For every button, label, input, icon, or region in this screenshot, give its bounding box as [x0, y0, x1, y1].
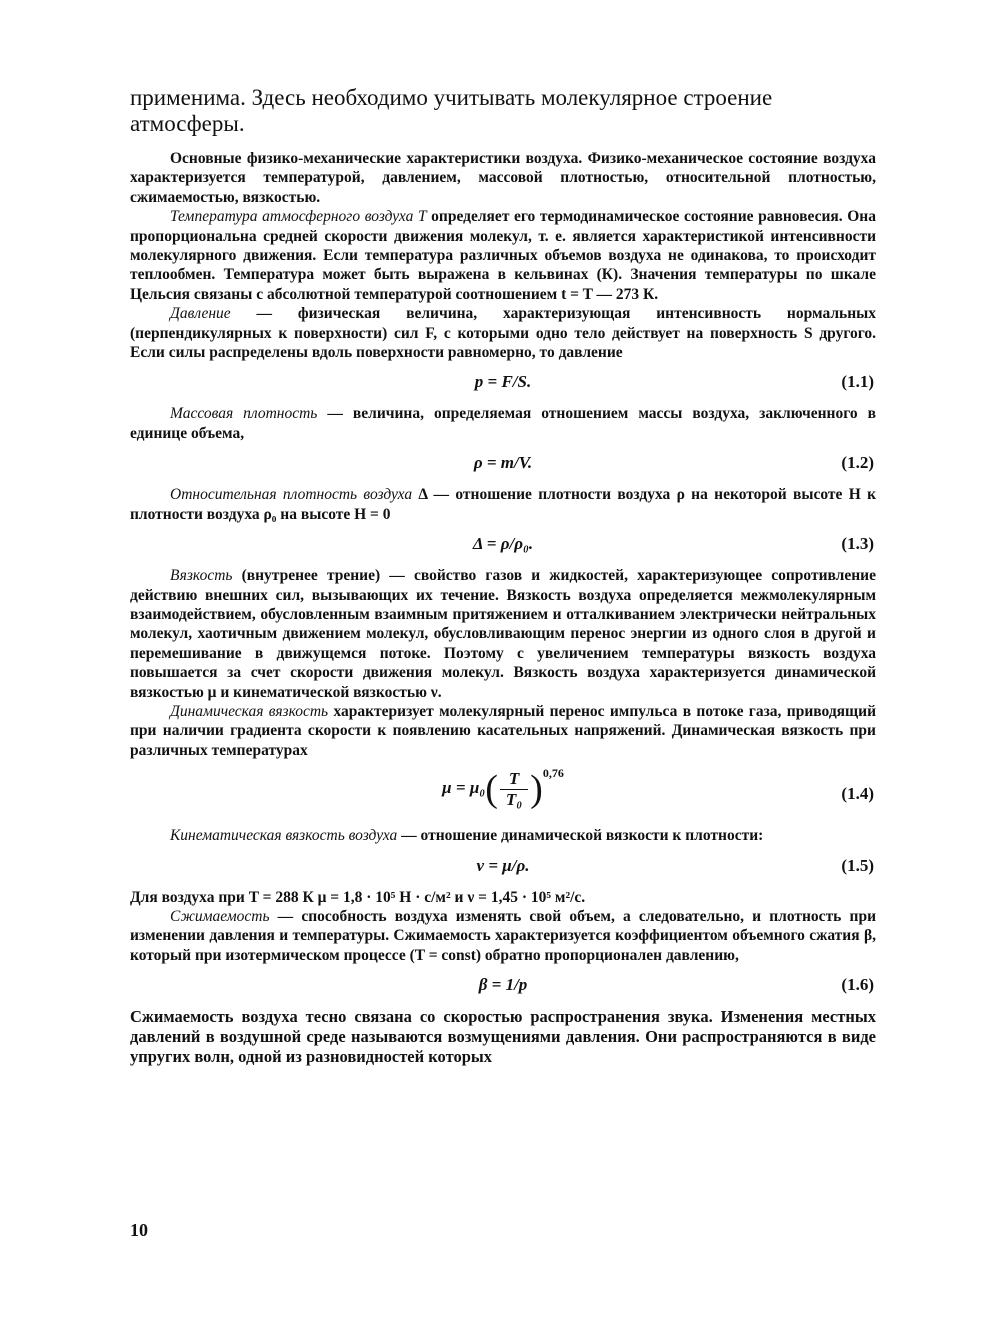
page-body [130, 85, 876, 1067]
dynamic-viscosity-term: Динамическая вязкость [170, 702, 329, 720]
compressibility-paragraph [130, 907, 876, 965]
pressure-text: — физическая величина, характеризующая интенсивность нормальных (перпендикулярных к поверхности) сил F, с которыми одно тело действует на поверхность S другого. Если силы распределены вдоль поверхности равномерно, то давление [130, 305, 876, 362]
compressibility-term: Сжимаемость [170, 907, 270, 925]
formula-1-2 [130, 443, 876, 485]
relative-density-term: Относительная плотность воздуха [170, 486, 413, 504]
temperature-paragraph [130, 207, 876, 304]
kinematic-viscosity-term: Кинематическая вязкость воздуха [170, 827, 398, 845]
formula-expression: ρ = m/V. [473, 453, 533, 473]
formula-1-1 [130, 362, 876, 404]
temperature-term: Температура атмосферного воздуха T [170, 208, 427, 226]
viscosity-text: (внутренее трение) — свойство газов и жидкостей, характеризующее сопротивление действию внешних сил, вызывающих их течение. Вязкость воздуха определяется межмолекулярным взаимодействием, обусловленным взаимным притяжением и отталкиванием электрически нейтральных молекул, хаотичным движением молекул, обусловливающим перенос энергии из одного слоя в другой и перемешивание в движущемся потоке. Поэтому с увеличением температуры вязкость воздуха повышается за счет скорости движения молекул. Вязкость воздуха характеризуется динамической вязкостью μ и кинематической вязкостью ν. [130, 567, 876, 701]
formula-1-3 [130, 524, 876, 566]
mass-density-text: — величина, определяемая отношением массы воздуха, заключенного в единице объема, [130, 405, 876, 442]
compressibility-text: — способность воздуха изменять свой объем, а следовательно, и плотность при изменении давления и температуры. Сжимаемость характеризуется коэффициентом объемного сжатия β, который при изотермическом процессе (T = const) обратно пропорционален давлению, [130, 907, 876, 964]
formula-number: (1.5) [841, 855, 874, 875]
temperature-text: определяет его термодинамическое состояние равновесия. Она пропорциональна средней скорости движения молекул, т. е. является характеристикой интенсивности молекулярного движения. Если температура различных объемов воздуха не одинакова, то происходит теплообмен. Температура может быть выражена в кельвинах (К). Значения температуры по шкале Цельсия связаны с абсолютной температурой соотношением t = T — 273 К. [130, 208, 876, 303]
close-paren: ) [530, 768, 543, 811]
formula-number: (1.4) [841, 784, 874, 804]
fraction-numerator: T [500, 769, 528, 790]
section-text: Физико-механическое состояние воздуха характеризуется температурой, давлением, массовой плотностью, относительной плотностью, сжимаемостью, вязкостью. [130, 150, 876, 206]
dynamic-viscosity-paragraph [130, 702, 876, 760]
formula-left: μ = μ₀ [442, 778, 486, 798]
relative-density-paragraph [130, 485, 876, 524]
formula-expression: p = F/S. [474, 372, 532, 392]
mass-density-term: Массовая плотность [170, 405, 318, 423]
pressure-term: Давление [170, 305, 231, 323]
mass-density-paragraph [130, 404, 876, 443]
closing-paragraph: Сжимаемость воздуха тесно связана со скоростью распространения звука. Изменения местных давлений в воздушной среде называются возмущениями давления. Они распространяются в виде упругих волн, одной из разновидностей которых [130, 1007, 876, 1067]
relative-density-text: Δ — отношение плотности воздуха ρ на некоторой высоте H к плотности воздуха ρ₀ на высоте H = 0 [130, 486, 876, 523]
formula-number: (1.3) [841, 534, 874, 554]
kinematic-viscosity-text: — отношение динамической вязкости к плотности: [397, 827, 764, 845]
viscosity-term: Вязкость [170, 567, 233, 585]
formula-1-5 [130, 846, 876, 888]
formula-exponent: 0,76 [542, 766, 564, 781]
intro-paragraph: применима. Здесь необходимо учитывать молекулярное строение атмосферы. [130, 85, 773, 136]
air-values-paragraph: Для воздуха при T = 288 К μ = 1,8 · 10⁵ Н · с/м² и ν = 1,45 · 10⁵ м²/с. [130, 888, 586, 906]
formula-1-6 [130, 965, 876, 1007]
formula-number: (1.1) [841, 372, 874, 392]
formula-expression: Δ = ρ/ρ₀. [472, 534, 534, 554]
section-paragraph [130, 149, 876, 207]
dynamic-viscosity-text: характеризует молекулярный перенос импульса в потоке газа, приводящий при наличии градиента скорости к появлению касательных напряжений. Динамическая вязкость при различных температурах [130, 702, 876, 759]
formula-1-4 [130, 760, 876, 826]
pressure-paragraph [130, 304, 876, 362]
fraction-denominator: T₀ [505, 789, 523, 809]
formula-expression: ν = μ/ρ. [476, 855, 530, 875]
formula-number: (1.2) [841, 453, 874, 473]
formula-expression [130, 766, 876, 811]
open-paren: ( [485, 768, 498, 811]
kinematic-viscosity-paragraph [130, 826, 876, 845]
viscosity-paragraph [130, 566, 876, 702]
formula-expression: β = 1/p [478, 975, 528, 995]
formula-number: (1.6) [841, 975, 874, 995]
fraction [500, 769, 528, 810]
section-heading: Основные физико-механические характеристики воздуха. [170, 150, 583, 167]
page-number: 10 [130, 1220, 148, 1240]
